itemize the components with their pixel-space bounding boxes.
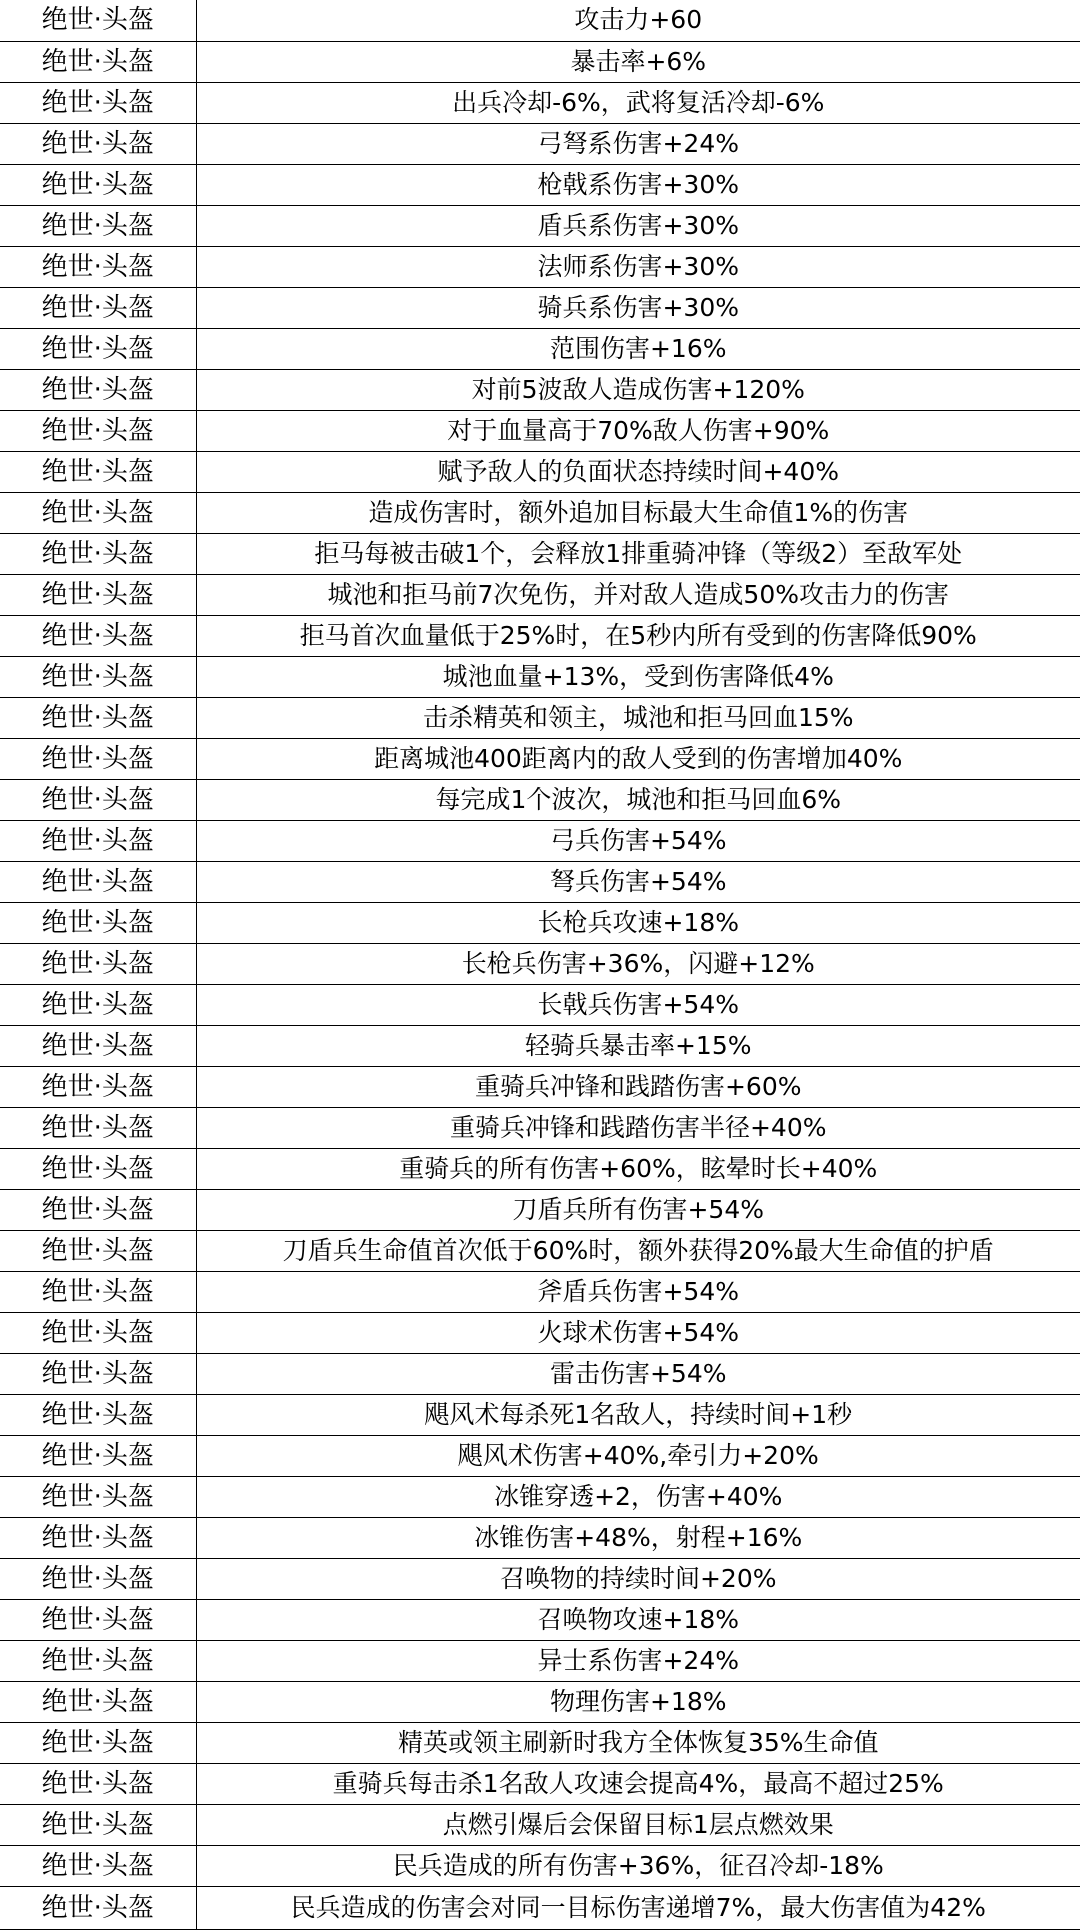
item-effect-cell: 出兵冷却-6%，武将复活冷却-6% [196, 82, 1080, 123]
item-name-cell: 绝世·头盔 [0, 861, 196, 902]
table-row [0, 1476, 1080, 1517]
item-name-cell: 绝世·头盔 [0, 984, 196, 1025]
item-name-cell: 绝世·头盔 [0, 574, 196, 615]
item-name-cell: 绝世·头盔 [0, 820, 196, 861]
item-effect-cell: 重骑兵每击杀1名敌人攻速会提高4%，最高不超过25% [196, 1763, 1080, 1804]
table-row [0, 1025, 1080, 1066]
item-name-cell: 绝世·头盔 [0, 943, 196, 984]
table-row [0, 615, 1080, 656]
item-name-cell: 绝世·头盔 [0, 369, 196, 410]
table-row [0, 369, 1080, 410]
item-name-cell: 绝世·头盔 [0, 615, 196, 656]
item-name-cell: 绝世·头盔 [0, 1435, 196, 1476]
item-effect-cell: 精英或领主刷新时我方全体恢复35%生命值 [196, 1722, 1080, 1763]
item-name-cell: 绝世·头盔 [0, 1230, 196, 1271]
item-name-cell: 绝世·头盔 [0, 1312, 196, 1353]
item-effect-cell: 轻骑兵暴击率+15% [196, 1025, 1080, 1066]
item-effect-cell: 长枪兵伤害+36%，闪避+12% [196, 943, 1080, 984]
item-name-cell: 绝世·头盔 [0, 1271, 196, 1312]
item-effect-cell: 拒马每被击破1个，会释放1排重骑冲锋（等级2）至敌军处 [196, 533, 1080, 574]
table-row [0, 1886, 1080, 1929]
item-effect-cell: 异士系伤害+24% [196, 1640, 1080, 1681]
item-effect-cell: 范围伤害+16% [196, 328, 1080, 369]
item-name-cell: 绝世·头盔 [0, 1722, 196, 1763]
item-name-cell: 绝世·头盔 [0, 1558, 196, 1599]
table-row [0, 205, 1080, 246]
table-row [0, 82, 1080, 123]
item-effect-cell: 距离城池400距离内的敌人受到的伤害增加40% [196, 738, 1080, 779]
item-effect-cell: 长戟兵伤害+54% [196, 984, 1080, 1025]
item-name-cell: 绝世·头盔 [0, 1066, 196, 1107]
table-row [0, 1148, 1080, 1189]
item-effect-cell: 飓风术伤害+40%,牵引力+20% [196, 1435, 1080, 1476]
item-effect-cell: 长枪兵攻速+18% [196, 902, 1080, 943]
table-row [0, 287, 1080, 328]
table-row [0, 1722, 1080, 1763]
item-name-cell: 绝世·头盔 [0, 246, 196, 287]
table-row [0, 1517, 1080, 1558]
item-name-cell: 绝世·头盔 [0, 779, 196, 820]
item-effect-cell: 骑兵系伤害+30% [196, 287, 1080, 328]
item-effect-cell: 城池和拒马前7次免伤，并对敌人造成50%攻击力的伤害 [196, 574, 1080, 615]
item-name-cell: 绝世·头盔 [0, 1763, 196, 1804]
table-row [0, 451, 1080, 492]
table-row [0, 1107, 1080, 1148]
item-effect-cell: 法师系伤害+30% [196, 246, 1080, 287]
item-name-cell: 绝世·头盔 [0, 697, 196, 738]
item-name-cell: 绝世·头盔 [0, 410, 196, 451]
table-row [0, 410, 1080, 451]
item-effect-cell: 拒马首次血量低于25%时，在5秒内所有受到的伤害降低90% [196, 615, 1080, 656]
table-row [0, 820, 1080, 861]
item-effect-cell: 冰锥穿透+2，伤害+40% [196, 1476, 1080, 1517]
table-row [0, 164, 1080, 205]
table-row [0, 779, 1080, 820]
table-row [0, 861, 1080, 902]
item-name-cell: 绝世·头盔 [0, 1599, 196, 1640]
item-name-cell: 绝世·头盔 [0, 902, 196, 943]
item-effect-cell: 对于血量高于70%敌人伤害+90% [196, 410, 1080, 451]
item-name-cell: 绝世·头盔 [0, 1107, 196, 1148]
table-row [0, 1804, 1080, 1845]
table-row [0, 533, 1080, 574]
item-effect-cell: 民兵造成的所有伤害+36%，征召冷却-18% [196, 1845, 1080, 1886]
item-name-cell: 绝世·头盔 [0, 1681, 196, 1722]
item-effect-cell: 重骑兵的所有伤害+60%，眩晕时长+40% [196, 1148, 1080, 1189]
item-name-cell: 绝世·头盔 [0, 451, 196, 492]
item-name-cell: 绝世·头盔 [0, 533, 196, 574]
item-effect-cell: 点燃引爆后会保留目标1层点燃效果 [196, 1804, 1080, 1845]
item-effect-cell: 城池血量+13%，受到伤害降低4% [196, 656, 1080, 697]
item-effect-cell: 造成伤害时，额外追加目标最大生命值1%的伤害 [196, 492, 1080, 533]
item-name-cell: 绝世·头盔 [0, 656, 196, 697]
item-name-cell: 绝世·头盔 [0, 1148, 196, 1189]
table-row [0, 1640, 1080, 1681]
item-effect-cell: 对前5波敌人造成伤害+120% [196, 369, 1080, 410]
item-name-cell: 绝世·头盔 [0, 1804, 196, 1845]
item-effect-cell: 枪戟系伤害+30% [196, 164, 1080, 205]
table-row [0, 1312, 1080, 1353]
item-effect-cell: 击杀精英和领主，城池和拒马回血15% [196, 697, 1080, 738]
item-name-cell: 绝世·头盔 [0, 1394, 196, 1435]
item-effect-cell: 暴击率+6% [196, 41, 1080, 82]
table-row [0, 123, 1080, 164]
item-name-cell: 绝世·头盔 [0, 287, 196, 328]
item-effect-cell: 斧盾兵伤害+54% [196, 1271, 1080, 1312]
table-row [0, 1681, 1080, 1722]
item-effect-cell: 民兵造成的伤害会对同一目标伤害递增7%，最大伤害值为42% [196, 1886, 1080, 1929]
item-effect-cell: 雷击伤害+54% [196, 1353, 1080, 1394]
item-effect-cell: 冰锥伤害+48%，射程+16% [196, 1517, 1080, 1558]
table-row [0, 1435, 1080, 1476]
item-effect-cell: 赋予敌人的负面状态持续时间+40% [196, 451, 1080, 492]
table-row [0, 1353, 1080, 1394]
table-row [0, 41, 1080, 82]
item-name-cell: 绝世·头盔 [0, 1353, 196, 1394]
item-effect-cell: 弩兵伤害+54% [196, 861, 1080, 902]
item-effect-cell: 盾兵系伤害+30% [196, 205, 1080, 246]
item-name-cell: 绝世·头盔 [0, 1845, 196, 1886]
table-row [0, 738, 1080, 779]
item-name-cell: 绝世·头盔 [0, 1886, 196, 1929]
table-row [0, 1230, 1080, 1271]
item-name-cell: 绝世·头盔 [0, 738, 196, 779]
table-row [0, 697, 1080, 738]
table-row [0, 328, 1080, 369]
table-row [0, 1763, 1080, 1804]
item-name-cell: 绝世·头盔 [0, 1025, 196, 1066]
table-row [0, 246, 1080, 287]
item-name-cell: 绝世·头盔 [0, 1517, 196, 1558]
item-name-cell: 绝世·头盔 [0, 492, 196, 533]
table-row [0, 1558, 1080, 1599]
table-row [0, 1845, 1080, 1886]
item-effect-cell: 弓弩系伤害+24% [196, 123, 1080, 164]
table-row [0, 1066, 1080, 1107]
item-effect-cell: 刀盾兵生命值首次低于60%时，额外获得20%最大生命值的护盾 [196, 1230, 1080, 1271]
item-name-cell: 绝世·头盔 [0, 164, 196, 205]
item-effect-cell: 召唤物攻速+18% [196, 1599, 1080, 1640]
table-row [0, 1394, 1080, 1435]
item-effect-cell: 每完成1个波次，城池和拒马回血6% [196, 779, 1080, 820]
table-row [0, 902, 1080, 943]
item-name-cell: 绝世·头盔 [0, 0, 196, 41]
item-name-cell: 绝世·头盔 [0, 1640, 196, 1681]
item-effect-cell: 召唤物的持续时间+20% [196, 1558, 1080, 1599]
item-name-cell: 绝世·头盔 [0, 1189, 196, 1230]
item-name-cell: 绝世·头盔 [0, 1476, 196, 1517]
table-row [0, 943, 1080, 984]
table-row [0, 1599, 1080, 1640]
table-row [0, 574, 1080, 615]
table-row [0, 1189, 1080, 1230]
item-name-cell: 绝世·头盔 [0, 41, 196, 82]
table-row [0, 492, 1080, 533]
item-effect-cell: 飓风术每杀死1名敌人，持续时间+1秒 [196, 1394, 1080, 1435]
item-effect-cell: 火球术伤害+54% [196, 1312, 1080, 1353]
item-effect-cell: 攻击力+60 [196, 0, 1080, 41]
item-effect-cell: 重骑兵冲锋和践踏伤害+60% [196, 1066, 1080, 1107]
table-row [0, 0, 1080, 41]
item-effect-cell: 物理伤害+18% [196, 1681, 1080, 1722]
table-row [0, 1271, 1080, 1312]
item-effect-cell: 弓兵伤害+54% [196, 820, 1080, 861]
table-row [0, 984, 1080, 1025]
item-name-cell: 绝世·头盔 [0, 328, 196, 369]
table-row [0, 656, 1080, 697]
item-effect-cell: 重骑兵冲锋和践踏伤害半径+40% [196, 1107, 1080, 1148]
item-name-cell: 绝世·头盔 [0, 123, 196, 164]
item-effect-cell: 刀盾兵所有伤害+54% [196, 1189, 1080, 1230]
item-name-cell: 绝世·头盔 [0, 205, 196, 246]
item-name-cell: 绝世·头盔 [0, 82, 196, 123]
